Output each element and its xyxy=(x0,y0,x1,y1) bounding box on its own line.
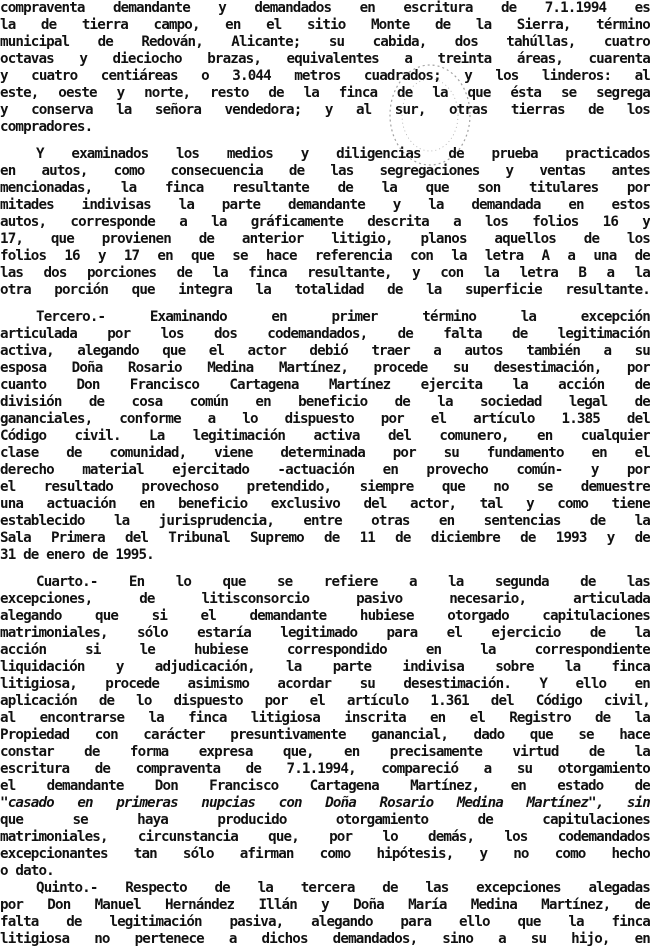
text-line: Tercero.- Examinando en primer término la excepción xyxy=(36,309,650,325)
text-line: o dato. xyxy=(0,863,54,879)
text-line: 17, que provienen de anterior litigio, planos aquellos de los xyxy=(0,231,650,247)
text-line: falta de legitimación pasiva, alegando para ello que la finca xyxy=(0,914,650,930)
text-line: las dos porciones de la finca resultante, y con la letra B a la xyxy=(0,265,650,281)
text-line: al encontrarse la finca litigiosa inscrita en el Registro de la xyxy=(0,710,650,726)
text-line: octavas y dieciocho brazas, equivalentes a treinta áreas, cuarenta xyxy=(0,51,650,67)
text-line: articulada por los dos codemandados, de falta de legitimación xyxy=(0,326,650,342)
text-line: Código civil. La legitimación activa del comunero, en cualquier xyxy=(0,428,650,444)
text-line: por Don Manuel Hernández Illán y Doña María Medina Martínez, de xyxy=(0,897,650,913)
text-line: este, oeste y norte, resto de la finca de la que ésta se segrega xyxy=(0,85,650,101)
text-line: mitades indivisas la parte demandante y la demandada en estos xyxy=(0,197,650,213)
text-line: el resultado provechoso pretendido, siempre que no se demuestre xyxy=(0,479,650,495)
text-line: clase de comunidad, viene determinada por su fundamento en el xyxy=(0,445,650,461)
text-line: establecido la jurisprudencia, entre otras en sentencias de la xyxy=(0,513,650,529)
text-line: otra porción que integra la totalidad de la superficie resultante. xyxy=(0,282,650,298)
text-line: autos, corresponde a la gráficamente descrita a los folios 16 y xyxy=(0,214,650,230)
text-line: gananciales, conforme a lo dispuesto por el artículo 1.385 del xyxy=(0,411,650,427)
text-line: Quinto.- Respecto de la tercera de las excepciones alegadas xyxy=(36,880,650,896)
text-line-quoted: "casado en primeras nupcias con Doña Rosario Medina Martínez", sin xyxy=(0,795,650,811)
text-line: Y examinados los medios y diligencias de prueba practicados xyxy=(36,146,650,162)
text-line: cuanto Don Francisco Cartagena Martínez ejercita la acción de xyxy=(0,377,650,393)
text-line: derecho material ejercitado -actuación en provecho común- y por xyxy=(0,462,650,478)
text-line: litigiosa no pertenece a dichos demandados, sino a su hijo, en xyxy=(0,931,650,946)
text-line: compraventa demandante y demandados en escritura de 7.1.1994 es xyxy=(0,0,650,16)
text-line: activa, alegando que el actor debió traer a autos también a su xyxy=(0,343,650,359)
text-line: esposa Doña Rosario Medina Martínez, procede su desestimación, por xyxy=(0,360,650,376)
text-line: Sala Primera del Tribunal Supremo de 11 de diciembre de 1993 y de xyxy=(0,530,650,546)
text-line: constar de forma expresa que, en precisamente virtud de la xyxy=(0,744,650,760)
text-line: que se haya producido otorgamiento de capitulaciones xyxy=(0,812,650,828)
text-line: división de cosa común en beneficio de la sociedad legal de xyxy=(0,394,650,410)
text-line: compradores. xyxy=(0,119,93,135)
text-line: matrimoniales, circunstancia que, por lo demás, los codemandados xyxy=(0,829,650,845)
text-line: una actuación en beneficio exclusivo del actor, tal y como tiene xyxy=(0,496,650,512)
text-line: folios 16 y 17 en que se hace referencia con la letra A a una de xyxy=(0,248,650,264)
text-line: y conserva la señora vendedora; y al sur, otras tierras de los xyxy=(0,102,650,118)
text-line: el demandante Don Francisco Cartagena Martínez, en estado de xyxy=(0,778,650,794)
text-line: Cuarto.- En lo que se refiere a la segunda de las xyxy=(36,574,650,590)
text-line: 31 de enero de 1995. xyxy=(0,547,154,563)
text-line: en autos, como consecuencia de las segregaciones y ventas antes xyxy=(0,163,650,179)
text-line: mencionadas, la finca resultante de la que son titulares por xyxy=(0,180,650,196)
text-line: municipal de Redován, Alicante; su cabida, dos tahúllas, cuatro xyxy=(0,34,650,50)
text-line: excepciones, de litisconsorcio pasivo necesario, articulada xyxy=(0,591,650,607)
text-line: acción si le hubiese correspondido en la correspondiente xyxy=(0,642,650,658)
text-line: la de tierra campo, en el sitio Monte de la Sierra, término xyxy=(0,17,650,33)
text-line: excepcionantes tan sólo afirman como hipótesis, y no como hecho xyxy=(0,846,650,862)
text-line: matrimoniales, sólo estaría legitimado para el ejercicio de la xyxy=(0,625,650,641)
text-line: litigiosa, procede asimismo acordar su desestimación. Y ello en xyxy=(0,676,650,692)
text-line: Propiedad con carácter presuntivamente ganancial, dado que se hace xyxy=(0,727,650,743)
text-line: liquidación y adjudicación, la parte indivisa sobre la finca xyxy=(0,659,650,675)
text-line: aplicación de lo dispuesto por el artículo 1.361 del Código civil, xyxy=(0,693,650,709)
text-line: alegando que si el demandante hubiese otorgado capitulaciones xyxy=(0,608,650,624)
text-line: escritura de compraventa de 7.1.1994, compareció a su otorgamiento xyxy=(0,761,650,777)
text-line: y cuatro centiáreas o 3.044 metros cuadrados; y los linderos: al xyxy=(0,68,650,84)
